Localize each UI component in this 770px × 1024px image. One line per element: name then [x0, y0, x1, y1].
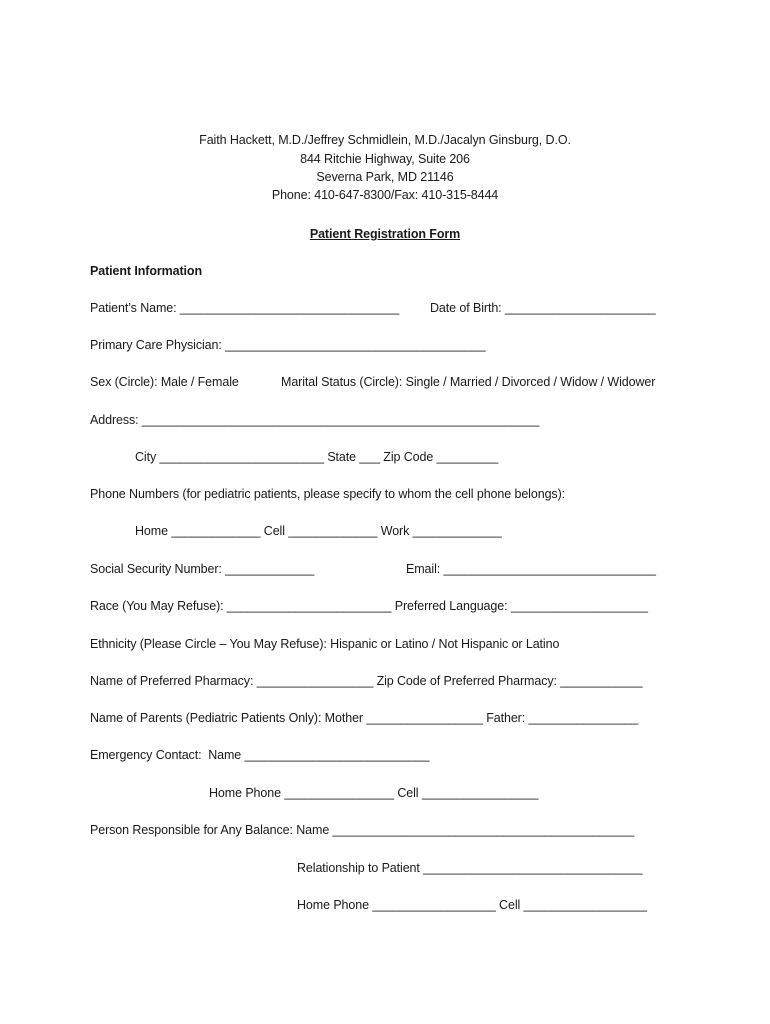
responsible-phones-field[interactable]: Home Phone __________________ Cell __________________: [297, 898, 647, 912]
ethnicity-field[interactable]: Ethnicity (Please Circle – You May Refuse): Hispanic or Latino / Not Hispanic or Latino: [90, 637, 560, 651]
home-cell-work-field[interactable]: Home _____________ Cell _____________ Work _____________: [135, 524, 502, 538]
city-state-zip-field[interactable]: City ________________________ State ___ Zip Code _________: [135, 450, 499, 464]
section-heading: Patient Information: [90, 264, 202, 278]
ssn-field[interactable]: Social Security Number: _____________: [90, 562, 315, 576]
form-title: Patient Registration Form: [309, 227, 461, 241]
sex-field[interactable]: Sex (Circle): Male / Female: [90, 375, 239, 389]
phone-fax: Phone: 410-647-8300/Fax: 410-315-8444: [271, 188, 499, 202]
emergency-contact-phones-field[interactable]: Home Phone ________________ Cell _________________: [209, 786, 539, 800]
marital-status-field[interactable]: Marital Status (Circle): Single / Married / Divorced / Widow / Widower: [281, 375, 656, 389]
address-field[interactable]: Address: __________________________________________________________: [90, 413, 540, 427]
pcp-field[interactable]: Primary Care Physician: ______________________________________: [90, 338, 486, 352]
city-address: Severna Park, MD 21146: [316, 170, 454, 184]
patient-name-field[interactable]: Patient’s Name: ________________________________: [90, 301, 400, 315]
phone-numbers-label: Phone Numbers (for pediatric patients, please specify to whom the cell phone belongs):: [90, 487, 566, 501]
email-field[interactable]: Email: _______________________________: [406, 562, 656, 576]
physicians-heading: Faith Hackett, M.D./Jeffrey Schmidlein, M.D./Jacalyn Ginsburg, D.O.: [199, 133, 571, 147]
parents-field[interactable]: Name of Parents (Pediatric Patients Only): Mother _________________ Father: ________________: [90, 711, 639, 725]
responsible-relationship-field[interactable]: Relationship to Patient ________________________________: [297, 861, 643, 875]
race-language-field[interactable]: Race (You May Refuse): ________________________ Preferred Language: ____________________: [90, 599, 648, 613]
dob-field[interactable]: Date of Birth: ______________________: [430, 301, 656, 315]
pharmacy-field[interactable]: Name of Preferred Pharmacy: _________________ Zip Code of Preferred Pharmacy: ____________: [90, 674, 643, 688]
responsible-party-name-field[interactable]: Person Responsible for Any Balance: Name ____________________________________________: [90, 823, 635, 837]
street-address: 844 Ritchie Highway, Suite 206: [300, 152, 470, 166]
emergency-contact-name-field[interactable]: Emergency Contact: Name ___________________________: [90, 748, 430, 762]
